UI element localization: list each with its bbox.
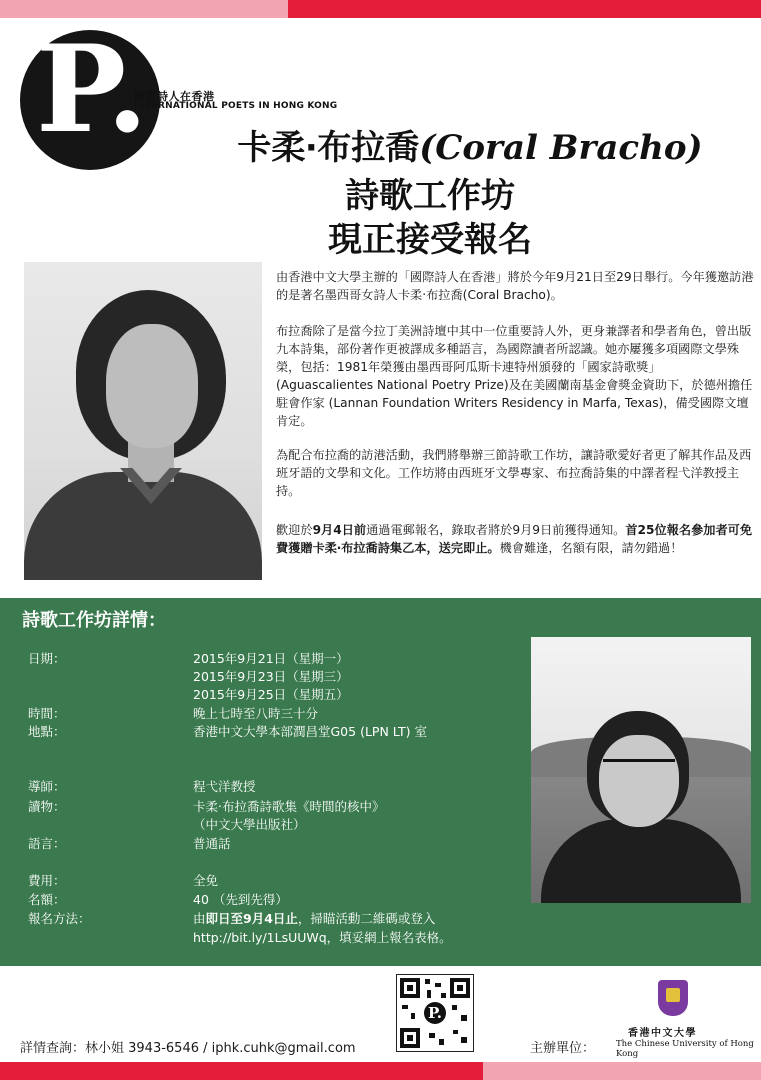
method-text-c: ，掃瞄活動二維碼或登入	[297, 911, 436, 926]
p4-free-book-offer: 首25位報名參加者可免費獲贈卡柔‧布拉喬詩集乙本，送完即止。	[276, 523, 753, 555]
intro-paragraph-3: 為配合布拉喬的訪港活動，我們將舉辦三節詩歌工作坊，讓詩歌愛好者更了解其作品及西班牙語的文學和文化。工作坊將由西班牙文學專家、布拉喬詩集的中譯者程弋洋教授主持。	[276, 448, 752, 498]
language-label: 語言：	[28, 836, 66, 851]
venue-value: 香港中文大學本部潤昌堂G05 (LPN LT) 室	[193, 724, 427, 739]
fee-value: 全免	[193, 873, 219, 888]
cuhk-name-english: The Chinese University of Hong Kong	[616, 1039, 754, 1059]
organiser-label: 主辦單位：	[530, 1041, 596, 1056]
poet-name-english: (Coral Bracho)	[419, 128, 703, 168]
quota-label: 名額：	[28, 892, 66, 907]
language-value: 普通話	[193, 836, 231, 851]
method-label: 報名方法：	[28, 911, 91, 926]
poster-title-workshop: 詩歌工作坊	[345, 176, 515, 216]
method-text-a: 由	[193, 911, 206, 926]
quota-value: 40 （先到先得）	[193, 892, 288, 907]
tutor-label: 導師：	[28, 779, 66, 794]
method-deadline: 即日至9月4日止	[205, 911, 298, 926]
logo-chinese-name: 國際詩人在香港	[134, 90, 215, 103]
p4-deadline: 9月4日前	[312, 523, 367, 537]
intro-paragraph-4	[276, 521, 754, 557]
method-value-1	[193, 910, 435, 928]
top-red-bar	[288, 0, 761, 18]
date-3: 2015年9月25日（星期五）	[193, 687, 349, 702]
registration-link[interactable]: http://bit.ly/1LsUUWq，填妥網上報名表格。	[193, 930, 452, 945]
p4-text-a: 歡迎於	[276, 523, 313, 537]
time-label: 時間：	[28, 706, 66, 721]
time-value: 晚上七時至八時三十分	[193, 706, 319, 721]
qr-logo-mark: P.	[424, 1002, 446, 1024]
bottom-red-bar	[0, 1062, 483, 1080]
cuhk-name-chinese: 香港中文大學	[628, 1028, 697, 1039]
tutor-value: 程弋洋教授	[193, 779, 256, 794]
intro-paragraph-1: 由香港中文大學主辦的「國際詩人在香港」將於今年9月21日至29日舉行。今年獲邀訪港的是著名墨西哥女詩人卡柔‧布拉喬(Coral Bracho)。	[276, 270, 754, 302]
reading-value-1: 卡柔‧布拉喬詩歌集《時間的核中》	[193, 799, 385, 814]
details-heading: 詩歌工作坊詳情：	[22, 610, 166, 631]
date-label: 日期：	[28, 651, 66, 666]
poet-portrait-photo	[24, 262, 262, 580]
date-1: 2015年9月21日（星期一）	[193, 651, 349, 666]
p4-text-e: 機會難逢，名額有限，請勿錯過！	[499, 541, 683, 555]
contact-info: 詳情查詢：林小姐 3943-6546 / iphk.cuhk@gmail.com	[20, 1041, 356, 1056]
tutor-portrait-photo	[531, 637, 751, 903]
reading-value-2: （中文大學出版社）	[193, 817, 306, 832]
venue-label: 地點：	[28, 724, 66, 739]
logo-english-name: INTERNATIONAL POETS IN HONG KONG	[134, 101, 338, 111]
top-color-bar	[0, 0, 761, 18]
logo-mark: P.	[36, 19, 149, 160]
bottom-pink-bar	[483, 1062, 761, 1080]
p4-text-c: 通過電郵報名，錄取者將於9月9日前獲得通知。	[366, 523, 626, 537]
registration-qr-code[interactable]	[396, 974, 474, 1052]
poster-title-poet	[150, 120, 761, 169]
intro-paragraph-2: 布拉喬除了是當今拉丁美洲詩壇中其中一位重要詩人外，更身兼譯者和學者角色，曾出版九本詩集，部份著作更被譯成多種語言，為國際讀者所認識。她亦屢獲多項國際文學殊榮，包括：1981年榮獲由墨西哥阿瓜斯卡連特州頒發的「國家詩歌獎」 (Aguascalientes National Poetry Prize)及在美國蘭南基金會獎金資助下，於德州擔任駐會作家 (Lannan Foundation Writers Residency in Marfa, Texas)，備受國際文壇肯定。	[276, 324, 753, 428]
fee-label: 費用：	[28, 873, 66, 888]
bottom-color-bar	[0, 1062, 761, 1080]
cuhk-crest-icon	[658, 980, 688, 1016]
date-2: 2015年9月23日（星期三）	[193, 669, 349, 684]
reading-label: 讀物：	[28, 799, 66, 814]
top-pink-bar	[0, 0, 288, 18]
poster-title-registration: 現正接受報名	[328, 220, 532, 260]
poet-name-chinese: 卡柔‧布拉喬	[237, 128, 420, 168]
